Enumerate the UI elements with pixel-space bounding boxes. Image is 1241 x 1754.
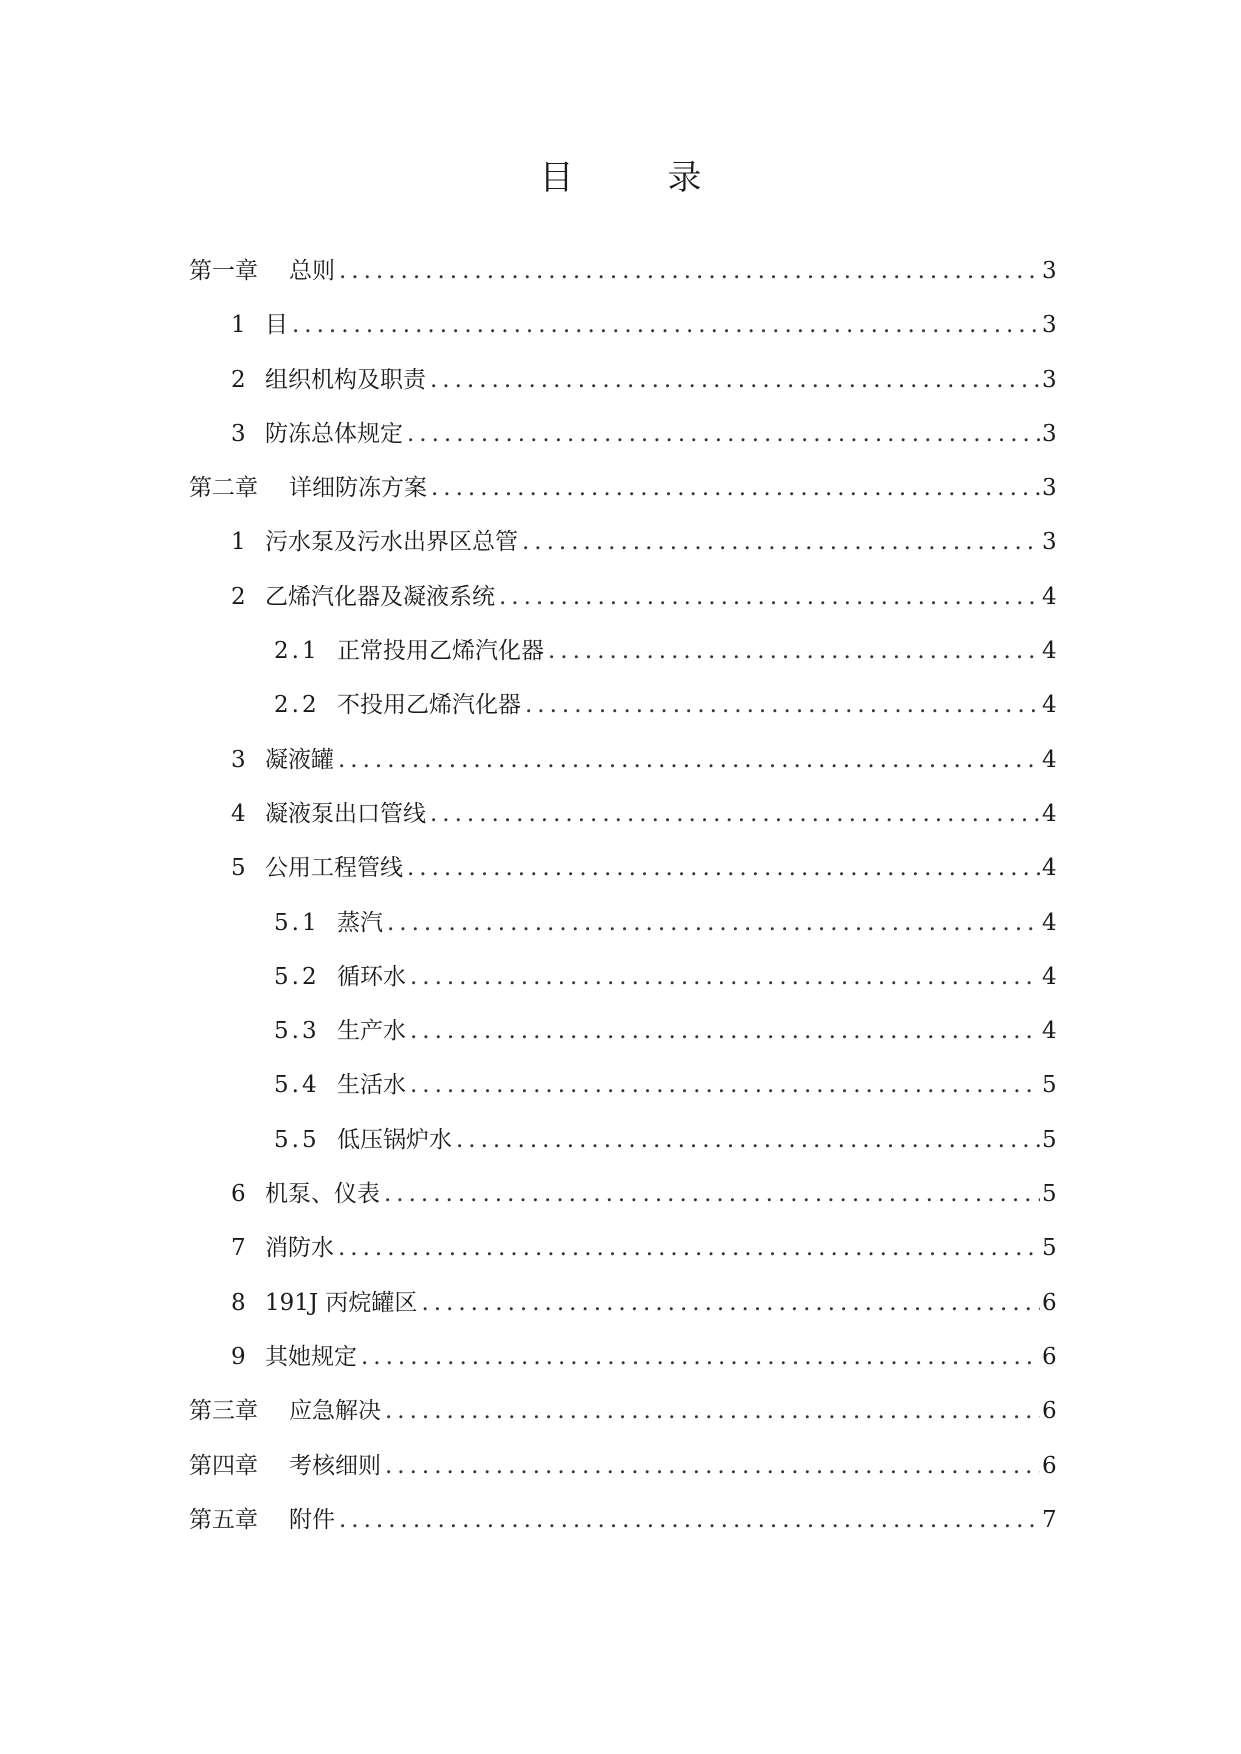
toc-entry-page: 4 (1042, 909, 1057, 936)
toc-entry[interactable] (189, 853, 1056, 907)
toc-leader-dots (430, 365, 1040, 395)
toc-leader-dots (421, 1288, 1040, 1318)
toc-entry-page: 6 (1042, 1343, 1057, 1370)
toc-entry-number: 5.5 (274, 1126, 320, 1153)
toc-leader-dots (525, 690, 1040, 720)
toc-entry-page: 4 (1042, 800, 1057, 827)
toc-entry-page: 4 (1042, 1018, 1057, 1045)
toc-entry-number: 第四章 (189, 1452, 258, 1479)
toc-entry[interactable] (189, 1288, 1056, 1342)
toc-entry-number: 5.1 (274, 909, 320, 936)
toc-entry-page: 4 (1042, 855, 1057, 882)
toc-entry-text: 考核细则 (289, 1452, 381, 1479)
toc-entry[interactable] (189, 690, 1056, 744)
toc-entry-number: 1 (231, 529, 246, 556)
toc-entry-text: 低压锅炉水 (337, 1126, 452, 1153)
toc-entry[interactable] (189, 1125, 1056, 1179)
toc-entry-number: 8 (231, 1289, 246, 1316)
toc-entry-text: 详细防冻方案 (289, 475, 427, 502)
toc-entry-number: 3 (231, 420, 246, 447)
toc-entry-text: 乙烯汽化器及凝液系统 (265, 583, 495, 610)
toc-leader-dots (548, 636, 1040, 666)
toc-entry-text: 循环水 (337, 963, 406, 990)
toc-entry-page: 3 (1042, 420, 1057, 447)
toc-entry-number: 2 (231, 583, 246, 610)
toc-entry-number: 5.3 (274, 1018, 320, 1045)
toc-entry-number: 5.4 (274, 1072, 320, 1099)
toc-entry-page: 6 (1042, 1289, 1057, 1316)
toc-leader-dots (387, 908, 1040, 938)
toc-leader-dots (456, 1125, 1040, 1155)
toc-entry-number: 第二章 (189, 475, 258, 502)
toc-entry-number: 2.1 (274, 638, 320, 665)
toc-leader-dots (407, 853, 1040, 883)
toc-leader-dots (410, 1070, 1040, 1100)
toc-entry[interactable] (189, 799, 1056, 853)
toc-entry-page: 4 (1042, 746, 1057, 773)
toc-entry-number: 第三章 (189, 1398, 258, 1425)
toc-leader-dots (407, 419, 1040, 449)
toc-entry[interactable] (189, 365, 1056, 419)
toc-entry-text: 总则 (289, 258, 335, 284)
toc-entry-page: 5 (1042, 1181, 1057, 1208)
toc-entry-number: 1 (231, 312, 246, 339)
toc-entry-page: 3 (1042, 475, 1057, 502)
toc-entry[interactable] (189, 1016, 1056, 1070)
toc-entry[interactable] (189, 582, 1056, 636)
toc-entry-text: 消防水 (265, 1235, 334, 1262)
toc-entry-text: 机泵、仪表 (265, 1181, 380, 1208)
toc-entry[interactable] (189, 473, 1056, 527)
toc-leader-dots (431, 473, 1040, 503)
toc-entry-text: 组织机构及职责 (265, 366, 426, 393)
toc-entry-page: 3 (1042, 258, 1057, 284)
toc-entry-page: 7 (1042, 1506, 1057, 1533)
toc-entry[interactable] (189, 1396, 1056, 1450)
toc-entry-text: 生活水 (337, 1072, 406, 1099)
toc-entry-number: 第一章 (189, 258, 258, 284)
toc-entry-text: 生产水 (337, 1018, 406, 1045)
toc-entry-page: 6 (1042, 1452, 1057, 1479)
toc-entry-page: 5 (1042, 1072, 1057, 1099)
toc-leader-dots (385, 1451, 1040, 1481)
toc-entry-text: 191J 丙烷罐区 (265, 1289, 418, 1316)
toc-leader-dots (384, 1179, 1040, 1209)
toc-entry-page: 3 (1042, 529, 1057, 556)
toc-entry-number: 2 (231, 366, 246, 393)
toc-entry[interactable] (189, 908, 1056, 962)
toc-entry-text: 凝液泵出口管线 (265, 800, 426, 827)
toc-entry-text: 公用工程管线 (265, 855, 403, 882)
toc-entry-page: 4 (1042, 583, 1057, 610)
toc-leader-dots (292, 310, 1040, 340)
toc-leader-dots (338, 745, 1040, 775)
toc-entry-number: 第五章 (189, 1506, 258, 1533)
toc-entry[interactable] (189, 419, 1056, 473)
toc-entry-text: 应急解决 (289, 1398, 381, 1425)
toc-entry[interactable] (189, 1451, 1056, 1505)
toc-entry-number: 6 (231, 1181, 246, 1208)
toc-entry[interactable] (189, 256, 1056, 310)
toc-entry-text: 其她规定 (265, 1343, 357, 1370)
toc-entry[interactable] (189, 745, 1056, 799)
toc-entry-number: 5 (231, 855, 246, 882)
toc-entry-text: 目 (265, 312, 288, 339)
toc-entry-text: 污水泵及污水出界区总管 (265, 529, 518, 556)
toc-entry-text: 凝液罐 (265, 746, 334, 773)
toc-entry[interactable] (189, 962, 1056, 1016)
toc-entry-number: 3 (231, 746, 246, 773)
toc-entry-page: 3 (1042, 366, 1057, 393)
toc-leader-dots (522, 527, 1040, 557)
toc-entry-number: 4 (231, 800, 246, 827)
toc-leader-dots (430, 799, 1040, 829)
toc-entry-number: 9 (231, 1343, 246, 1370)
toc-entry[interactable] (189, 1505, 1056, 1559)
toc-leader-dots (410, 962, 1040, 992)
toc-leader-dots (410, 1016, 1040, 1046)
toc-entry-text: 附件 (289, 1506, 335, 1533)
toc-entry-page: 5 (1042, 1126, 1057, 1153)
toc-entry[interactable] (189, 1342, 1056, 1396)
toc-leader-dots (361, 1342, 1040, 1372)
toc-entry-number: 5.2 (274, 963, 320, 990)
toc-entry[interactable] (189, 1233, 1056, 1287)
toc-entry-page: 4 (1042, 692, 1057, 719)
toc-entry[interactable] (189, 1070, 1056, 1124)
toc-leader-dots (339, 1505, 1040, 1535)
toc-list (189, 256, 1056, 1559)
toc-entry-page: 5 (1042, 1235, 1057, 1262)
toc-leader-dots (499, 582, 1040, 612)
toc-title: 目 录 (539, 158, 732, 198)
toc-entry[interactable] (189, 527, 1056, 581)
toc-entry-page: 6 (1042, 1398, 1057, 1425)
toc-entry-number: 2.2 (274, 692, 320, 719)
toc-entry-text: 防冻总体规定 (265, 420, 403, 447)
toc-entry-text: 正常投用乙烯汽化器 (337, 638, 544, 665)
toc-leader-dots (385, 1396, 1040, 1426)
toc-entry-page: 3 (1042, 312, 1057, 339)
toc-entry-page: 4 (1042, 638, 1057, 665)
toc-entry-number: 7 (231, 1235, 246, 1262)
toc-entry-text: 蒸汽 (337, 909, 383, 936)
toc-leader-dots (338, 1233, 1040, 1263)
toc-entry-text: 不投用乙烯汽化器 (337, 692, 521, 719)
toc-leader-dots (339, 256, 1040, 286)
toc-entry[interactable] (189, 1179, 1056, 1233)
toc-entry[interactable] (189, 310, 1056, 364)
toc-entry[interactable] (189, 636, 1056, 690)
toc-entry-page: 4 (1042, 963, 1057, 990)
